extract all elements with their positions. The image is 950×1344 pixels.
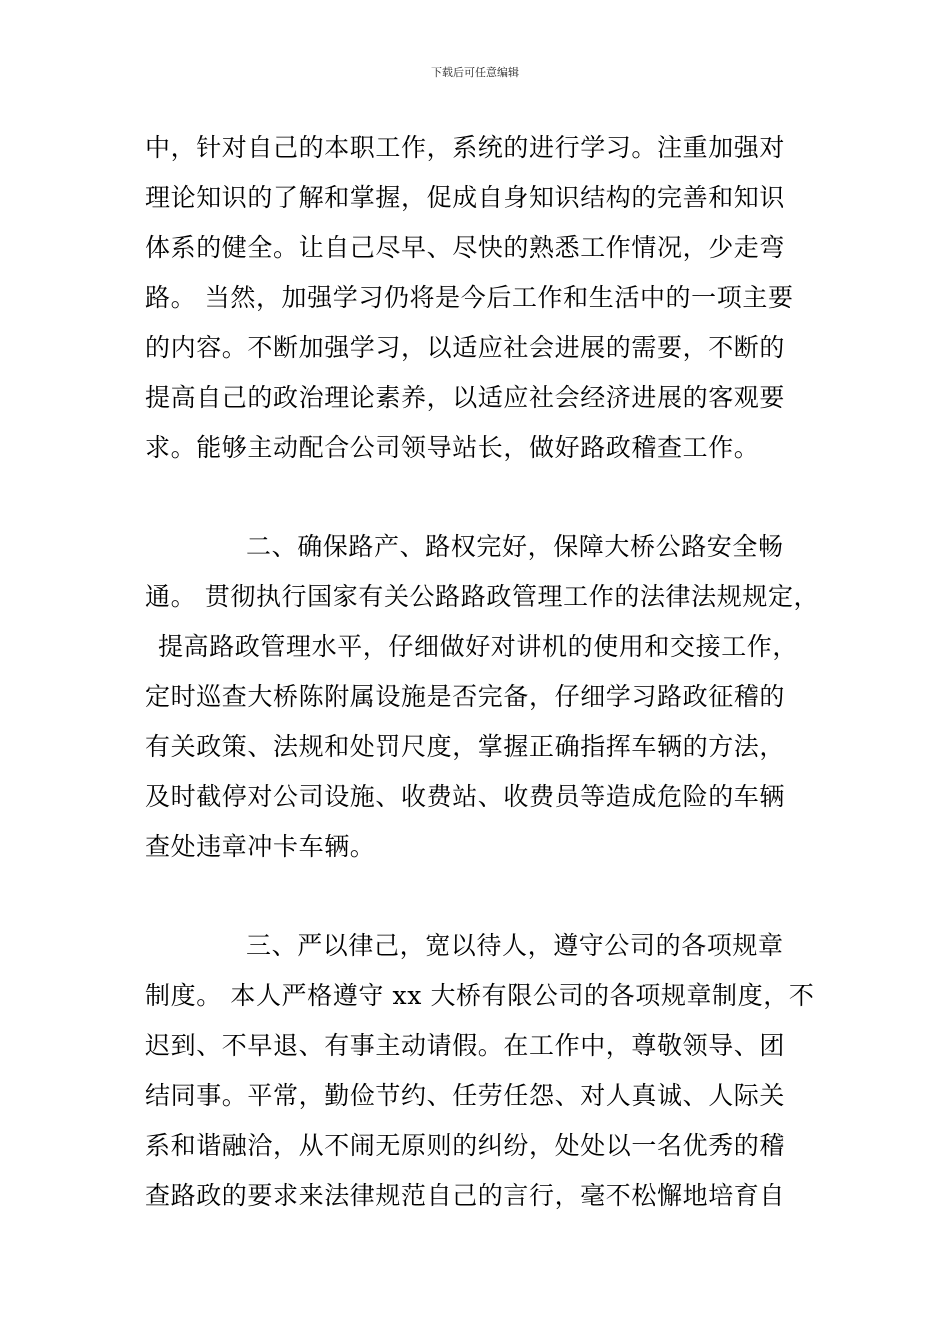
paragraph-2-line-7: 查处违章冲卡车辆。 xyxy=(145,832,376,861)
paragraph-3-line-4: 结同事。平常，勤俭节约、任劳任怨、对人真诚、人际关 xyxy=(145,1081,786,1110)
paragraph-3-line-6: 查路政的要求来法律规范自己的言行，毫不松懈地培育自 xyxy=(145,1181,786,1210)
paragraph-1-line-3: 体系的健全。让自己尽早、尽快的熟悉工作情况，少走弯 xyxy=(145,233,786,262)
header-note: 下载后可任意编辑 xyxy=(431,66,519,79)
paragraph-2-line-5: 有关政策、法规和处罚尺度，掌握正确指挥车辆的方法， xyxy=(145,732,786,761)
paragraph-2-heading-line: 二、确保路产、路权完好，保障大桥公路安全畅 xyxy=(246,532,784,561)
paragraph-3-heading-line: 三、严以律己，宽以待人，遵守公司的各项规章 xyxy=(246,931,784,960)
paragraph-1-line-4: 路。 当然，加强学习仍将是今后工作和生活中的一项主要 xyxy=(145,283,794,312)
paragraph-2-line-6: 及时截停对公司设施、收费站、收费员等造成危险的车辆 xyxy=(145,782,786,811)
paragraph-1-line-7: 求。能够主动配合公司领导站长，做好路政稽查工作。 xyxy=(145,433,760,462)
paragraph-1-line-2: 理论知识的了解和掌握，促成自身知识结构的完善和知识 xyxy=(145,183,786,212)
paragraph-3-line-5: 系和谐融洽，从不闹无原则的纠纷，处处以一名优秀的稽 xyxy=(145,1131,786,1160)
paragraph-2-line-3: 提高路政管理水平，仔细做好对讲机的使用和交接工作， xyxy=(158,632,799,661)
paragraph-3-line-2: 制度。 本人严格遵守 xx 大桥有限公司的各项规章制度，不 xyxy=(145,981,815,1010)
paragraph-2-line-2: 通。 贯彻执行国家有关公路路政管理工作的法律法规规定， xyxy=(145,582,820,611)
paragraph-1-line-5: 的内容。不断加强学习，以适应社会进展的需要，不断的 xyxy=(145,333,786,362)
paragraph-3-line-3: 迟到、不早退、有事主动请假。在工作中，尊敬领导、团 xyxy=(145,1031,786,1060)
paragraph-2-line-4: 定时巡查大桥陈附属设施是否完备，仔细学习路政征稽的 xyxy=(145,682,786,711)
paragraph-1-line-1: 中，针对自己的本职工作，系统的进行学习。注重加强对 xyxy=(145,133,786,162)
paragraph-1-line-6: 提高自己的政治理论素养，以适应社会经济进展的客观要 xyxy=(145,383,786,412)
